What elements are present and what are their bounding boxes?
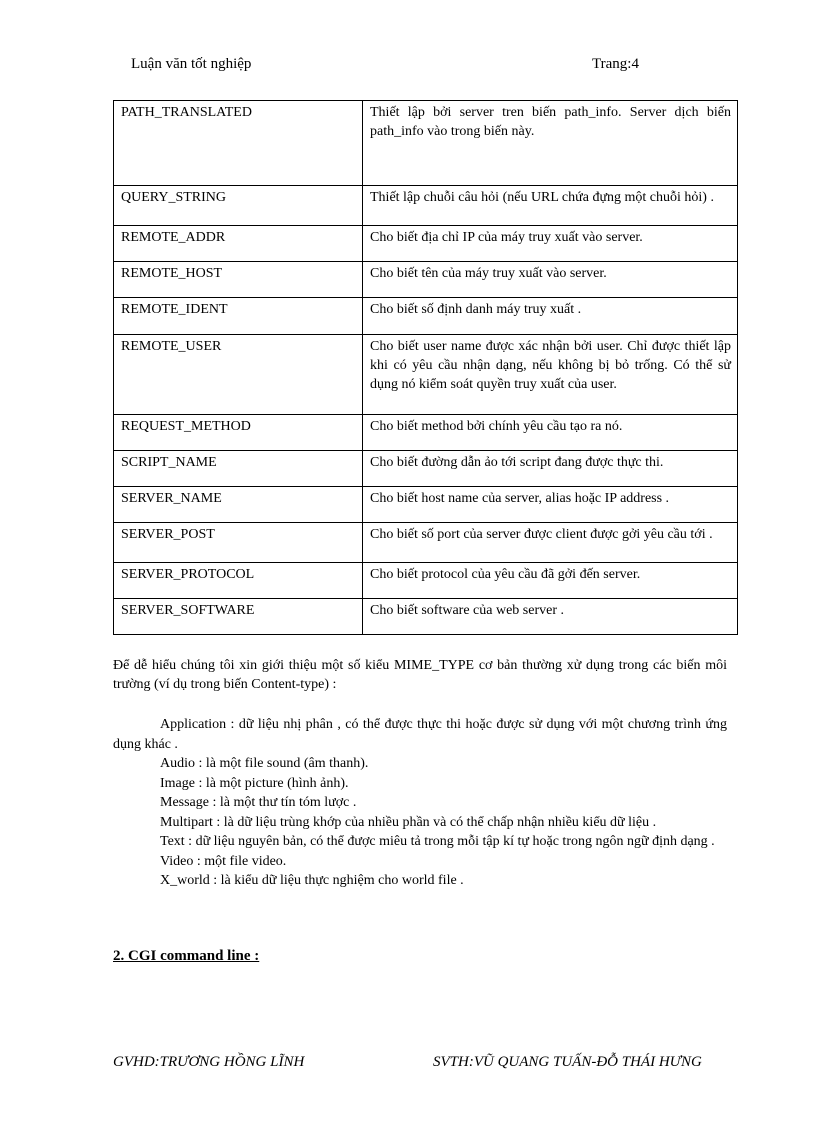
list-item: Audio : là một file sound (âm thanh).: [160, 756, 369, 771]
variable-description: Cho biết số định danh máy truy xuất .: [363, 298, 738, 335]
variable-description: Cho biết tên của máy truy xuất vào server.: [363, 262, 738, 298]
variable-description: Cho biết software của web server .: [363, 599, 738, 635]
table-row: [114, 487, 738, 523]
variable-description: Cho biết địa chỉ IP của máy truy xuất vào server.: [363, 226, 738, 262]
footer-students: SVTH:VŨ QUANG TUẤN-ĐỖ THÁI HƯNG: [433, 1054, 702, 1070]
list-item: Multipart : là dữ liệu trùng khớp của nhiều phần và có thể chấp nhận nhiều kiểu dữ liệu .: [160, 814, 657, 830]
table-row: [114, 523, 738, 563]
variable-name: REMOTE_ADDR: [114, 226, 363, 262]
variable-name: PATH_TRANSLATED: [114, 101, 363, 186]
variable-name: SCRIPT_NAME: [114, 451, 363, 487]
variable-name: REQUEST_METHOD: [114, 415, 363, 451]
page-number: Trang:4: [592, 56, 639, 72]
footer-advisor: GVHD:TRƯƠNG HỒNG LĨNH: [113, 1054, 305, 1070]
list-item: Application : dữ liệu nhị phân , có thể được thực thi hoặc được sử dụng với một chương trình ứng dụng khác .: [113, 717, 727, 752]
list-item: Message : là một thư tín tóm lược .: [160, 795, 357, 810]
table-row: [114, 335, 738, 415]
variable-description: Cho biết đường dẫn ảo tới script đang được thực thi.: [363, 451, 738, 487]
variable-description: Cho biết host name của server, alias hoặc IP address .: [363, 487, 738, 523]
intro-paragraph: Để dễ hiểu chúng tôi xin giới thiệu một số kiểu MIME_TYPE cơ bản thường xử dụng trong các biến môi trường (ví dụ trong biến Content-type) :: [113, 658, 727, 692]
variable-description: Cho biết protocol của yêu cầu đã gởi đến server.: [363, 563, 738, 599]
variable-name: REMOTE_IDENT: [114, 298, 363, 335]
variable-name: SERVER_NAME: [114, 487, 363, 523]
table-row: [114, 101, 738, 186]
variable-name: SERVER_PROTOCOL: [114, 563, 363, 599]
variable-name: SERVER_SOFTWARE: [114, 599, 363, 635]
table-row: [114, 451, 738, 487]
list-item: Text : dữ liệu nguyên bản, có thể được miêu tả trong mỗi tập kí tự hoặc trong ngôn ngữ định dạng .: [160, 834, 715, 849]
list-item: Video : một file video.: [160, 853, 287, 869]
variable-description: Cho biết method bởi chính yêu cầu tạo ra nó.: [363, 415, 738, 451]
section-heading: 2. CGI command line :: [113, 948, 260, 964]
list-item: Image : là một picture (hình ảnh).: [160, 775, 349, 791]
table-row: [114, 563, 738, 599]
table-row: [114, 226, 738, 262]
table-row: [114, 186, 738, 226]
list-item: X_world : là kiểu dữ liệu thực nghiệm cho world file .: [160, 873, 464, 888]
variable-description: Cho biết user name được xác nhận bởi user. Chỉ được thiết lập khi có yêu cầu nhận dạng, nếu không bị bỏ trống. Có thể sử dụng nó kiểm soát quyền truy xuất của user.: [363, 335, 738, 415]
variable-name: SERVER_POST: [114, 523, 363, 563]
variable-description: Thiết lập bởi server tren biến path_info. Server dịch biến path_info vào trong biến này.: [363, 101, 738, 186]
table-row: [114, 298, 738, 335]
variable-description: Thiết lập chuỗi câu hỏi (nếu URL chứa đựng một chuỗi hỏi) .: [363, 186, 738, 226]
environment-variables-table: [113, 100, 738, 635]
variable-name: QUERY_STRING: [114, 186, 363, 226]
table-row: [114, 262, 738, 298]
table-row: [114, 599, 738, 635]
variable-name: REMOTE_USER: [114, 335, 363, 415]
variable-name: REMOTE_HOST: [114, 262, 363, 298]
table-row: [114, 415, 738, 451]
document-title: Luận văn tốt nghiệp: [131, 56, 252, 72]
variable-description: Cho biết số port của server được client được gởi yêu cầu tới .: [363, 523, 738, 563]
mime-type-list: [113, 715, 727, 891]
